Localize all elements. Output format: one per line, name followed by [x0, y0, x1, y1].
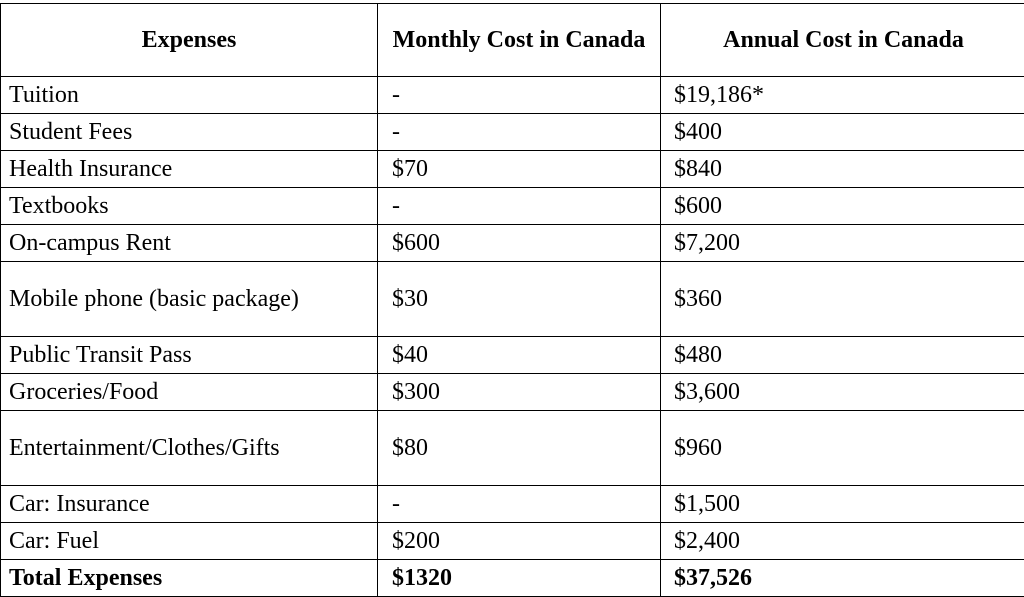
table-row	[1, 337, 1024, 374]
monthly-cost-cell: $600	[378, 225, 661, 262]
expense-cell: Health Insurance	[1, 151, 378, 188]
annual-cost-cell: $2,400	[661, 523, 1024, 560]
monthly-cost-cell: $200	[378, 523, 661, 560]
table-row	[1, 77, 1024, 114]
table-row	[1, 188, 1024, 225]
monthly-cost-cell: $40	[378, 337, 661, 374]
expense-cell: Student Fees	[1, 114, 378, 151]
table-row	[1, 486, 1024, 523]
annual-cost-cell: $960	[661, 411, 1024, 486]
expenses-table	[0, 3, 1024, 597]
monthly-cost-cell: $80	[378, 411, 661, 486]
expense-cell: Car: Fuel	[1, 523, 378, 560]
table-row	[1, 114, 1024, 151]
annual-cost-cell: $3,600	[661, 374, 1024, 411]
annual-cost-cell: $840	[661, 151, 1024, 188]
table-row	[1, 374, 1024, 411]
annual-cost-cell: $600	[661, 188, 1024, 225]
table-header	[1, 4, 1024, 77]
monthly-cost-cell: $300	[378, 374, 661, 411]
annual-cost-cell: $7,200	[661, 225, 1024, 262]
expense-cell: On-campus Rent	[1, 225, 378, 262]
annual-cost-cell: $480	[661, 337, 1024, 374]
table-row	[1, 225, 1024, 262]
annual-cost-cell: $400	[661, 114, 1024, 151]
monthly-cost-cell: $70	[378, 151, 661, 188]
monthly-cost-cell: -	[378, 486, 661, 523]
total-annual-cell: $37,526	[661, 560, 1024, 597]
table-body	[1, 77, 1024, 597]
total-label-cell: Total Expenses	[1, 560, 378, 597]
expense-cell: Mobile phone (basic package)	[1, 262, 378, 337]
total-row	[1, 560, 1024, 597]
expense-cell: Entertainment/Clothes/Gifts	[1, 411, 378, 486]
monthly-cost-cell: $30	[378, 262, 661, 337]
expense-cell: Car: Insurance	[1, 486, 378, 523]
table-row	[1, 411, 1024, 486]
expense-cell: Textbooks	[1, 188, 378, 225]
monthly-cost-cell: -	[378, 114, 661, 151]
table-row	[1, 262, 1024, 337]
header-annual-cost: Annual Cost in Canada	[661, 4, 1024, 77]
annual-cost-cell: $19,186*	[661, 77, 1024, 114]
expense-cell: Public Transit Pass	[1, 337, 378, 374]
total-monthly-cell: $1320	[378, 560, 661, 597]
table-row	[1, 151, 1024, 188]
header-expenses: Expenses	[1, 4, 378, 77]
table-row	[1, 523, 1024, 560]
annual-cost-cell: $1,500	[661, 486, 1024, 523]
header-monthly-cost: Monthly Cost in Canada	[378, 4, 661, 77]
monthly-cost-cell: -	[378, 188, 661, 225]
monthly-cost-cell: -	[378, 77, 661, 114]
expense-cell: Tuition	[1, 77, 378, 114]
header-row	[1, 4, 1024, 77]
annual-cost-cell: $360	[661, 262, 1024, 337]
expense-cell: Groceries/Food	[1, 374, 378, 411]
